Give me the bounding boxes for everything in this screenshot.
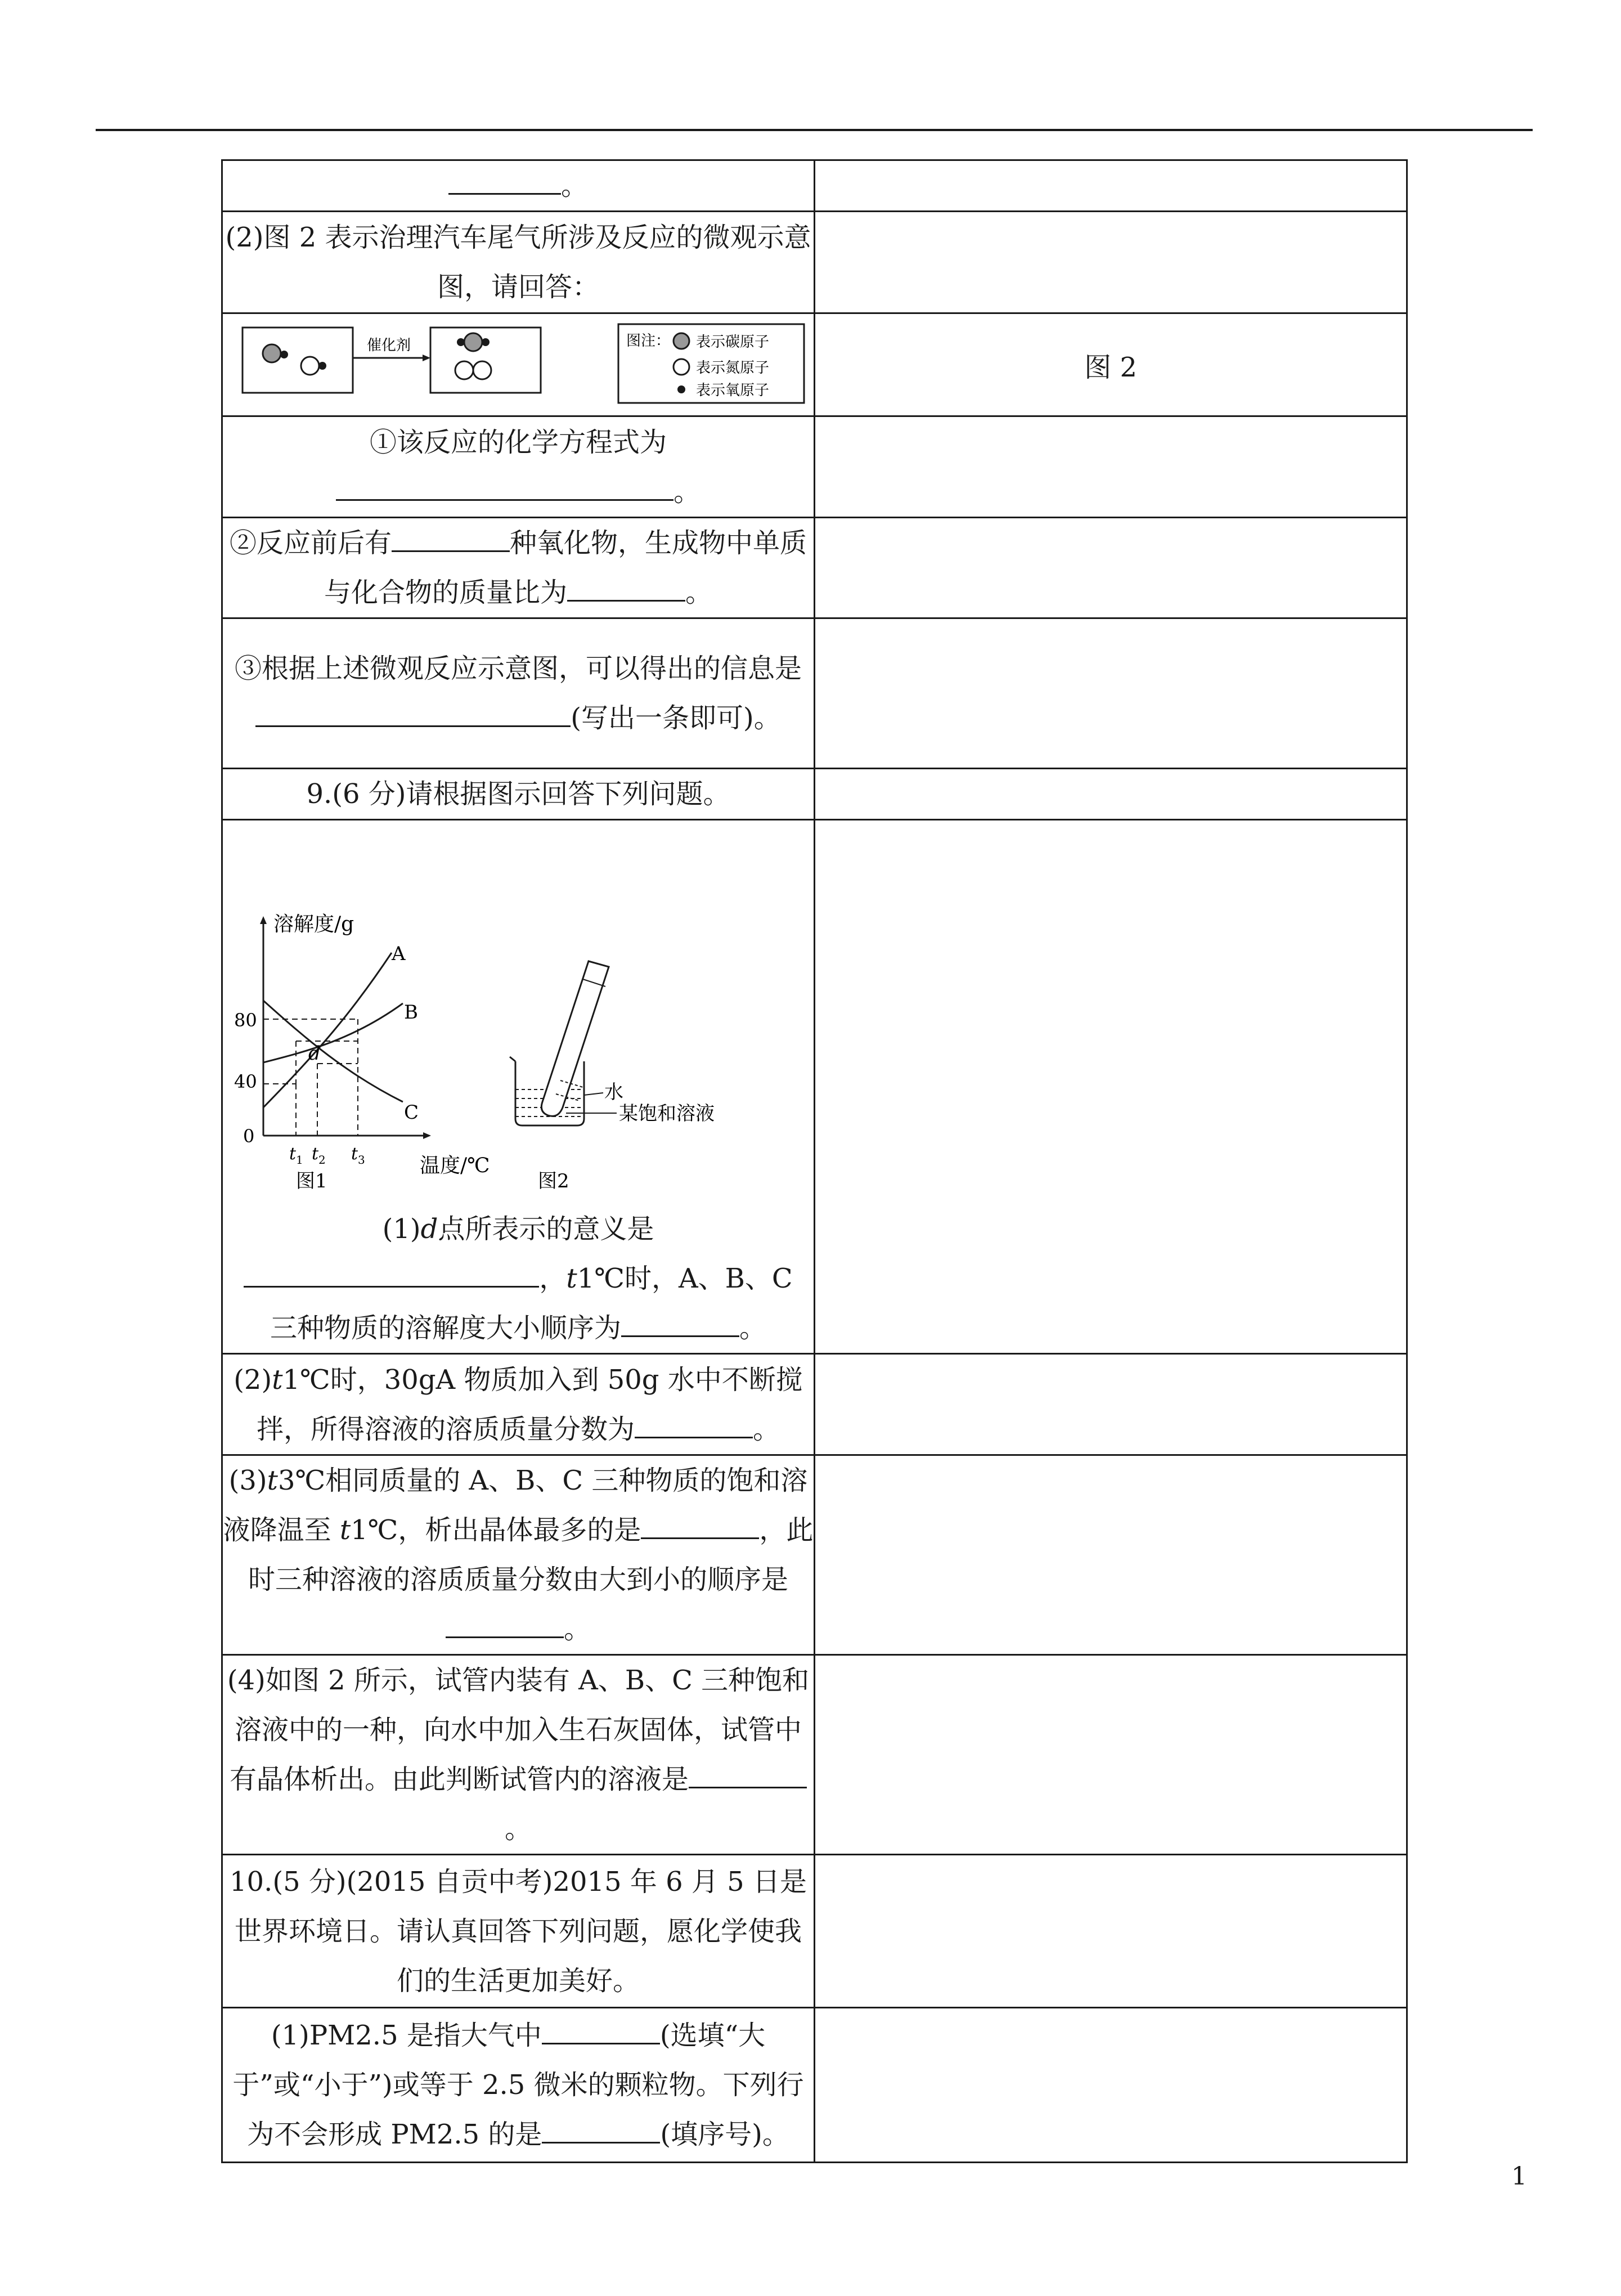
svg-text:表示氮原子: 表示氮原子 <box>696 360 770 376</box>
table-row <box>222 212 1407 313</box>
answer-blank[interactable] <box>542 2014 660 2044</box>
table-row: ③根据上述微观反应示意图，可以得出的信息是(写出一条即可)。 <box>222 618 1407 769</box>
svg-text:t: t <box>289 1144 297 1164</box>
nitrogen-atom <box>301 357 319 375</box>
table-row: (1)PM2.5 是指大气中 (选填“大于”或“小于”)或等于 2.5 微米的颗粒物。下列行为不会形成 PM2.5 的是 (填序号)。 <box>222 2008 1407 2163</box>
answer-blank[interactable] <box>336 470 673 501</box>
svg-text:1: 1 <box>296 1153 303 1167</box>
oxygen-atom <box>280 351 288 358</box>
svg-text:C: C <box>404 1101 419 1124</box>
table-row: ②反应前后有 种氧化物，生成物中单质与化合物的质量比为 。 <box>222 518 1407 618</box>
row0-right <box>815 160 1407 212</box>
question-9-title: 9.(6 分)请根据图示回答下列问题。 <box>222 769 815 820</box>
svg-text:t: t <box>351 1144 358 1164</box>
svg-text:图注：: 图注： <box>626 333 671 349</box>
svg-text:B: B <box>404 1001 418 1024</box>
answer-blank[interactable] <box>635 1407 753 1438</box>
oxygen-atom <box>318 362 326 370</box>
worksheet-table <box>221 159 1408 2163</box>
x-axis-label: 温度/℃ <box>420 1154 490 1177</box>
svg-text:0: 0 <box>243 1125 255 1147</box>
answer-blank[interactable] <box>446 1607 564 1638</box>
fig2-caption: 图2 <box>538 1170 569 1192</box>
solubility-figure <box>223 871 810 1198</box>
row1-left: (2)图 2 表示治理汽车尾气所涉及反应的微观示意图，请回答： <box>222 212 815 313</box>
answer-blank[interactable] <box>567 571 685 602</box>
arrow-head-icon <box>423 355 430 361</box>
header-rule <box>96 129 1533 131</box>
curve-b <box>263 1003 403 1062</box>
answer-blank[interactable] <box>621 1306 739 1337</box>
table-row: (3)t3℃相同质量的 A、B、C 三种物质的饱和溶液降温至 t1℃，析出晶体最多的是 ，此时三种溶液的溶质质量分数由大到小的顺序是。 <box>222 1455 1407 1655</box>
reaction-diagram-cell <box>222 313 815 416</box>
svg-text:t: t <box>312 1144 319 1164</box>
figure-caption-cell <box>815 313 1407 416</box>
carbon-atom <box>263 344 281 362</box>
products-box <box>430 328 541 393</box>
row0-left: 。 <box>222 160 815 212</box>
question-10-title: 10.(5 分)(2015 自贡中考)2015 年 6 月 5 日是世界环境日。请认真回答下列问题，愿化学使我们的生活更加美好。 <box>222 1855 815 2008</box>
svg-text:3: 3 <box>358 1153 365 1167</box>
svg-text:表示氧原子: 表示氧原子 <box>696 382 770 399</box>
reactants-box <box>243 328 353 393</box>
water-label: 水 <box>604 1081 623 1104</box>
table-row <box>222 160 1407 212</box>
answer-blank[interactable] <box>689 1757 807 1788</box>
y-axis-label: 溶解度/g <box>273 913 354 936</box>
table-row <box>222 1855 1407 2008</box>
point-d-label: d <box>308 1042 321 1065</box>
svg-text:表示碳原子: 表示碳原子 <box>696 334 770 351</box>
answer-blank[interactable] <box>392 521 510 552</box>
reaction-diagram <box>226 314 811 409</box>
table-row: ①该反应的化学方程式为 。 <box>222 416 1407 518</box>
fig1-caption: 图1 <box>296 1170 327 1192</box>
table-row: (4)如图 2 所示，试管内装有 A、B、C 三种饱和溶液中的一种，向水中加入生石灰固体，试管中有晶体析出。由此判断试管内的溶液是。 <box>222 1655 1407 1855</box>
solution-label: 某饱和溶液 <box>619 1102 715 1125</box>
svg-text:A: A <box>392 943 406 965</box>
svg-text:40: 40 <box>234 1071 257 1092</box>
answer-blank[interactable] <box>255 696 571 727</box>
answer-blank[interactable] <box>448 164 561 195</box>
question-9-1: (1)d点所表示的意义是 ，t1℃时，A、B、C 三种物质的溶解度大小顺序为 。 <box>223 1204 814 1353</box>
table-row <box>222 820 1407 1354</box>
answer-blank[interactable] <box>244 1257 539 1288</box>
figure-caption: 图 2 <box>1084 351 1137 383</box>
answer-blank[interactable] <box>641 1508 759 1539</box>
page-number: 1 <box>1511 2162 1527 2191</box>
svg-text:2: 2 <box>318 1153 326 1167</box>
table-row <box>222 313 1407 416</box>
solubility-figure-cell <box>222 820 815 1354</box>
catalyst-label: 催化剂 <box>366 337 411 354</box>
answer-blank[interactable] <box>542 2113 660 2143</box>
table-row: (2)t1℃时，30gA 物质加入到 50g 水中不断搅拌，所得溶液的溶质质量分数为 。 <box>222 1354 1407 1455</box>
table-row <box>222 769 1407 820</box>
svg-text:80: 80 <box>234 1010 257 1031</box>
